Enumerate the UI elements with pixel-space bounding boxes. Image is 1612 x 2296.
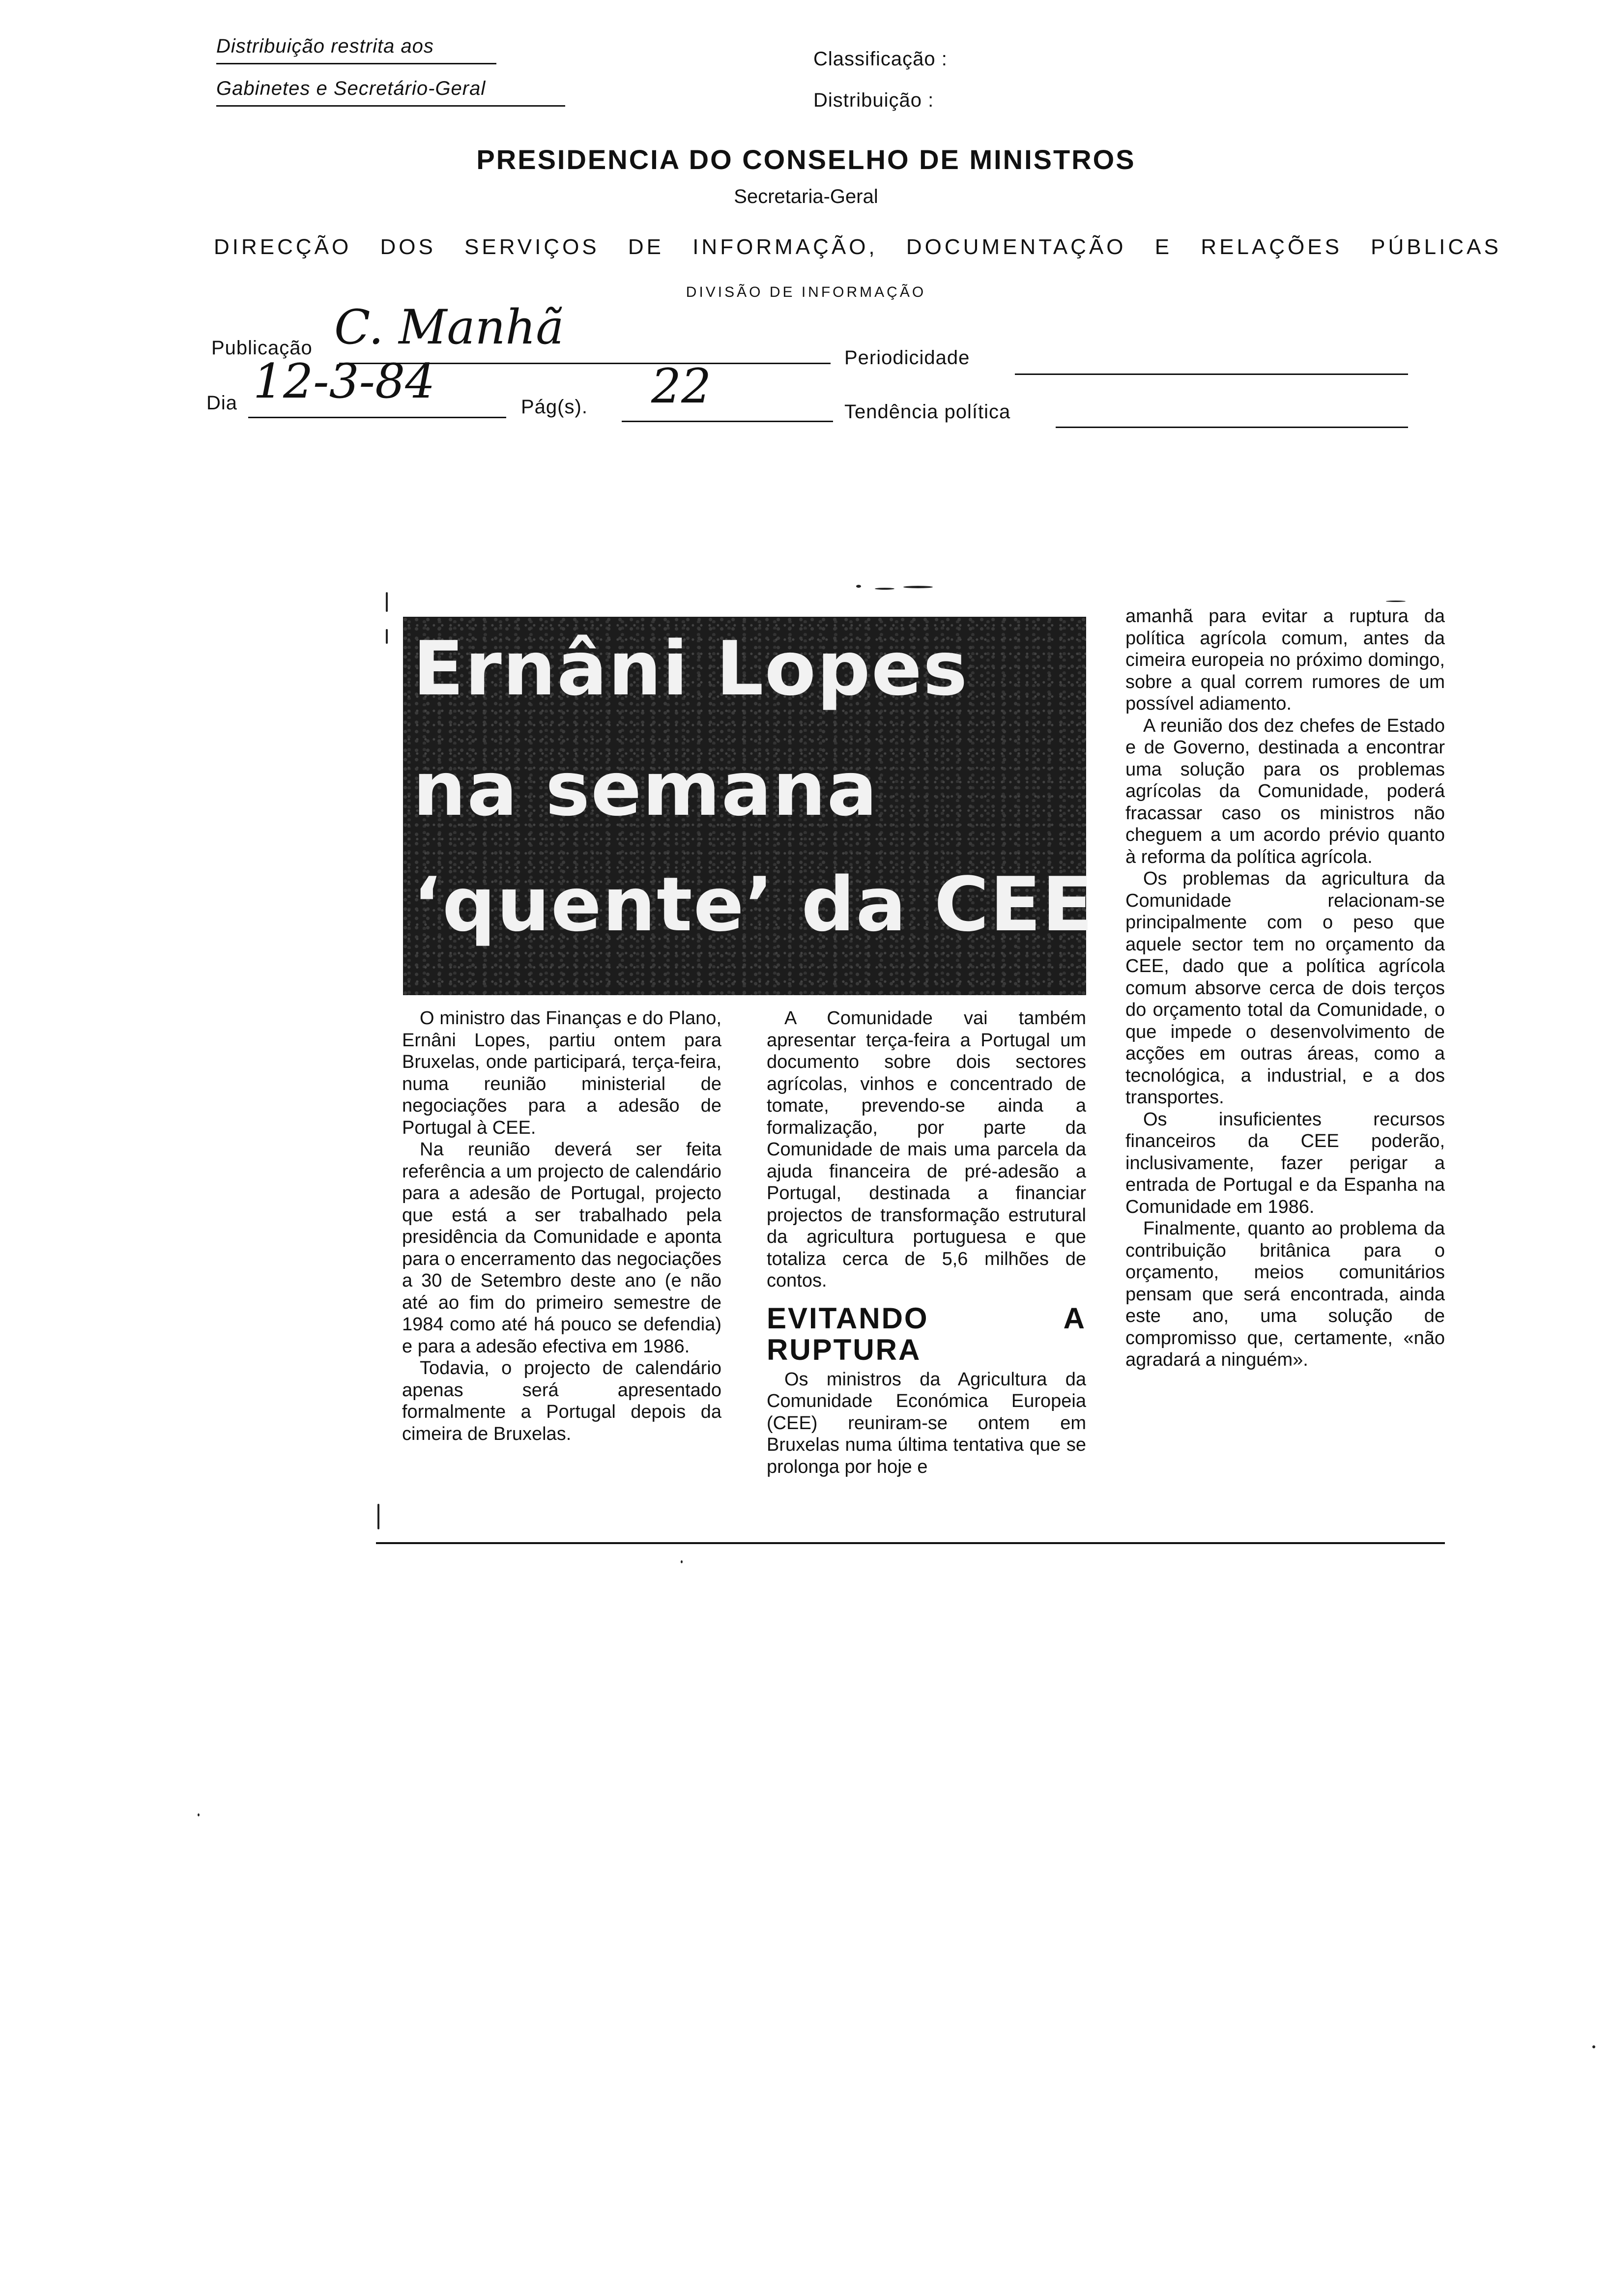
article-paragraph: A Comunidade vai também apresentar terça-feira a Portugal um documento sobre dois sectores agrícolas, vinhos e concentrado de tomate, prevendo-se ainda a formalização, por parte da Comunidade de mais uma parcela da ajuda financeira de pré-adesão a Portugal, destinada a financiar projectos de transformação estrutural da agricultura portuguesa e que totaliza cerca de 5,6 milhões de contos. <box>767 1008 1086 1291</box>
tendency-underline <box>1056 427 1408 428</box>
day-underline <box>248 417 506 418</box>
article-paragraph: O ministro das Finanças e do Plano, Ernâni Lopes, partiu ontem para Bruxelas, onde participará, terça-feira, numa reunião ministerial de negociações para a adesão de Portugal à CEE. <box>402 1008 721 1138</box>
print-speck <box>875 588 894 590</box>
margin-mark <box>377 1504 379 1529</box>
pages-value: 22 <box>651 359 712 414</box>
article-subhead: EVITANDO A RUPTURA <box>767 1301 1086 1366</box>
distribution-label: Distribuição : <box>813 89 934 111</box>
article-paragraph: Na reunião deverá ser feita referência a um projecto de calendário para a adesão de Portugal, projecto que está a ser trabalhado pela presidência da Comunidade e aponta para o encerramento das negociações a 30 de Setembro deste ano (e não até ao fim do primeiro semestre de 1984 como até há pouco se defendia) e para a adesão efectiva em 1986. <box>402 1139 721 1357</box>
article-paragraph: amanhã para evitar a ruptura da política agrícola comum, antes da cimeira europeia no próximo domingo, sobre a qual correm rumores de um possível adiamento. <box>1125 606 1445 714</box>
article-paragraph: Finalmente, quanto ao problema da contribuição britânica para o orçamento, meios comunitários pensam que será encontrada, ainda este ano, uma solução de compromisso que, certamente, «não agradará a ninguém». <box>1125 1218 1445 1370</box>
article-paragraph: A reunião dos dez chefes de Estado e de Governo, destinada a encontrar uma solução para os problemas agrícolas da Comunidade, poderá fracassar caso os ministros não cheguem a um acordo prévio quanto à reforma da política agrícola. <box>1125 715 1445 867</box>
pages-underline <box>622 421 833 422</box>
article-column-3 <box>1125 605 1445 1371</box>
org-title: PRESIDENCIA DO CONSELHO DE MINISTROS <box>476 144 1136 175</box>
headline-line-2: na semana <box>413 746 878 832</box>
restricted-underline-1 <box>216 63 496 64</box>
article-bottom-rule <box>376 1542 1445 1544</box>
directorate-line: DIRECÇÃO DOS SERVIÇOS DE INFORMAÇÃO, DOCUMENTAÇÃO E RELAÇÕES PÚBLICAS <box>214 235 1501 259</box>
tendency-label: Tendência política <box>844 401 1011 423</box>
print-speck <box>681 1560 683 1563</box>
article-paragraph: Os insuficientes recursos financeiros da CEE poderão, inclusivamente, fazer perigar a entrada de Portugal e da Espanha na Comunidade em 1986. <box>1125 1109 1445 1217</box>
print-speck <box>1386 601 1406 602</box>
print-speck <box>1592 2045 1595 2048</box>
periodicity-underline <box>1015 373 1408 375</box>
margin-mark <box>386 629 388 644</box>
article-column-2 <box>767 1007 1086 1478</box>
restricted-distribution-line1: Distribuição restrita aos <box>216 35 434 57</box>
article-paragraph: Os ministros da Agricultura da Comunidade Económica Europeia (CEE) reuniram-se ontem em Bruxelas numa última tentativa que se prolonga por hoje e <box>767 1369 1086 1477</box>
restricted-distribution-line2: Gabinetes e Secretário-Geral <box>216 78 486 99</box>
classification-label: Classificação : <box>813 48 948 70</box>
division-label: DIVISÃO DE INFORMAÇÃO <box>686 284 926 300</box>
print-speck <box>856 585 861 588</box>
day-label: Dia <box>206 392 238 414</box>
print-speck <box>198 1813 200 1816</box>
headline-line-3: ‘quente’ da CEE <box>413 861 1094 948</box>
headline-line-1: Ernâni Lopes <box>413 625 969 712</box>
org-subtitle: Secretaria-Geral <box>734 186 878 207</box>
periodicity-label: Periodicidade <box>844 347 970 369</box>
publication-label: Publicação <box>211 337 313 359</box>
restricted-underline-2 <box>216 105 565 107</box>
article-column-1 <box>402 1007 721 1445</box>
publication-value: C. Manhã <box>334 300 564 355</box>
day-value: 12-3-84 <box>253 354 435 409</box>
margin-mark <box>386 592 388 612</box>
pages-label: Pág(s). <box>521 396 588 418</box>
print-speck <box>903 586 933 588</box>
article-paragraph: Os problemas da agricultura da Comunidade relacionam-se principalmente com o peso que aquele sector tem no orçamento da CEE, dado que a política agrícola comum absorve cerca de dois terços do orçamento total da Comunidade, o que impede o desenvolvimento de acções em outras áreas, como a tecnológica, a industrial, e a dos transportes. <box>1125 868 1445 1108</box>
article-paragraph: Todavia, o projecto de calendário apenas será apresentado formalmente a Portugal depois da cimeira de Bruxelas. <box>402 1358 721 1444</box>
headline-box <box>403 617 1094 995</box>
